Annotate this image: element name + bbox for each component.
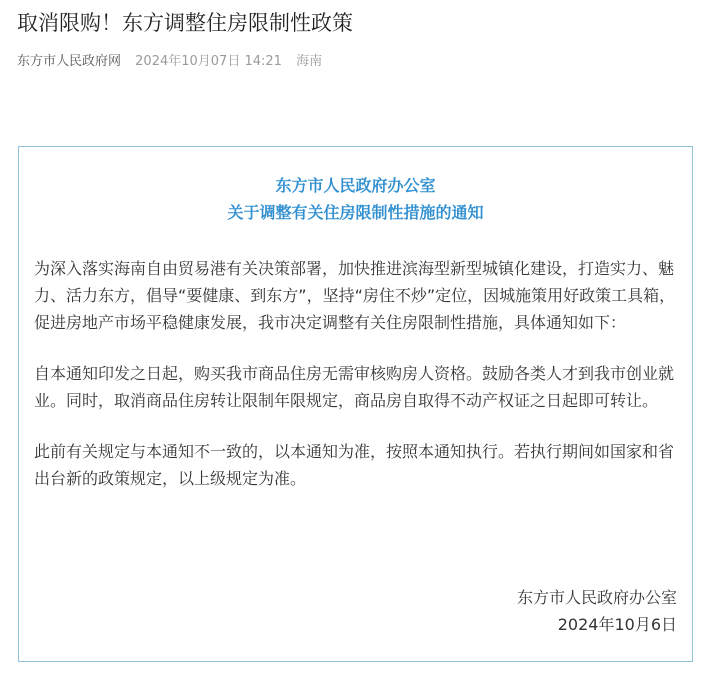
notice-paragraph: 此前有关规定与本通知不一致的，以本通知为准，按照本通知执行。若执行期间如国家和省出台新的政策规定，以上级规定为准。 (34, 442, 675, 488)
article-source-link[interactable]: 东方市人民政府网 (17, 54, 122, 69)
notice-box (18, 146, 693, 662)
notice-paragraph: 为深入落实海南自由贸易港有关决策部署，加快推进滨海型新型城镇化建设，打造实力、魅力、活力东方，倡导“要健康、到东方”，坚持“房住不炒”定位，因城施策用好政策工具箱，促进房地产市场平稳健康发展，我市决定调整有关住房限制性措施，具体通知如下： (34, 259, 676, 332)
article-datetime: 2024年10月07日 14:21 (135, 54, 282, 69)
notice-body (34, 255, 684, 516)
article-title: 取消限购！东方调整住房限制性政策 (17, 11, 353, 35)
notice-issuer: 东方市人民政府办公室 (275, 176, 436, 195)
notice-paragraph: 自本通知印发之日起，购买我市商品住房无需审核购房人资格。鼓励各类人才到我市创业就业。同时，取消商品住房转让限制年限规定，商品房自取得不动产权证之日起即可转让。 (34, 364, 675, 410)
signature-date: 2024年10月6日 (557, 615, 677, 634)
article-region: 海南 (296, 54, 323, 69)
article-meta (17, 52, 322, 72)
notice-subject: 关于调整有关住房限制性措施的通知 (227, 203, 484, 222)
signature-org: 东方市人民政府办公室 (516, 588, 677, 607)
notice-header (19, 172, 692, 226)
notice-signature (517, 584, 677, 638)
